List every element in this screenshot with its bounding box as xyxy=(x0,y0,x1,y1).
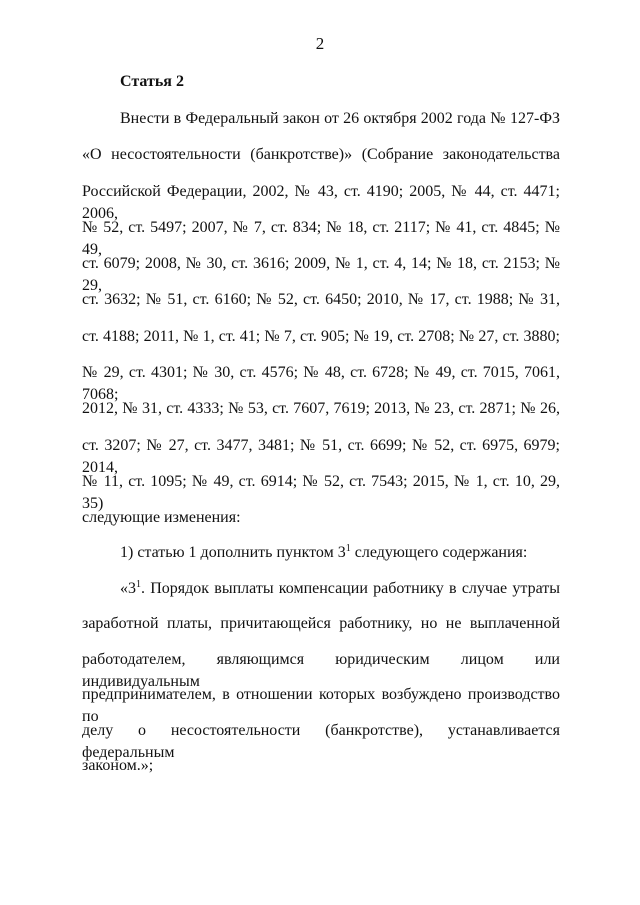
text-line: № 11, ст. 1095; № 49, ст. 6914; № 52, ст. 7543; 2015, № 1, ст. 10, 29, 35) xyxy=(82,472,560,512)
article-heading: Статья 2 xyxy=(120,73,184,90)
quote-prefix: «3 xyxy=(120,579,136,597)
item-1-line xyxy=(82,542,560,578)
text-line: Российской Федерации, 2002, № 43, ст. 4190; 2005, № 44, ст. 4471; 2006, xyxy=(82,182,560,222)
page-number: 2 xyxy=(315,34,325,53)
quote-first-line xyxy=(82,578,560,614)
text-line: № 29, ст. 4301; № 30, ст. 4576; № 48, ст. 6728; № 49, ст. 7015, 7061, 7068; xyxy=(82,364,560,404)
quote-line: работодателем, являющимся юридическим лицом или индивидуальным xyxy=(82,650,560,690)
text-line: 2012, № 31, ст. 4333; № 53, ст. 7607, 7619; 2013, № 23, ст. 2871; № 26, xyxy=(82,400,560,418)
text-line: следующие изменения: xyxy=(82,509,241,527)
quote-line: заработной платы, причитающейся работнику, но не выплаченной xyxy=(82,615,560,632)
quote-line: законом.»; xyxy=(82,757,154,774)
quote-line: предпринимателем, в отношении которых возбуждено производство по xyxy=(82,686,560,725)
quote-line: делу о несостоятельности (банкротстве), устанавливается федеральным xyxy=(82,721,560,761)
item-1-text: 1) статью 1 дополнить пунктом 3 xyxy=(120,544,346,561)
text-line: № 52, ст. 5497; 2007, № 7, ст. 834; № 18, ст. 2117; № 41, ст. 4845; № 49, xyxy=(82,218,560,258)
text-line: Внести в Федеральный закон от 26 октября 2002 года № 127-ФЗ xyxy=(120,110,560,127)
text-line: «О несостоятельности (банкротстве)» (Собрание законодательства xyxy=(82,146,560,164)
amendment-items xyxy=(82,542,560,791)
text-line: ст. 6079; 2008, № 30, ст. 3616; 2009, № 1, ст. 4, 14; № 18, ст. 2153; № 29, xyxy=(82,255,560,295)
article-intro-paragraph xyxy=(82,108,560,544)
text-line: ст. 3207; № 27, ст. 3477, 3481; № 51, ст. 6699; № 52, ст. 6975, 6979; 2014, xyxy=(82,436,560,476)
text-line: ст. 3632; № 51, ст. 6160; № 52, ст. 6450; 2010, № 17, ст. 1988; № 31, xyxy=(82,291,560,309)
item-1-text-end: следующего содержания: xyxy=(350,544,528,561)
quote-superscript: 1 xyxy=(136,578,141,590)
quote-first-rest: . Порядок выплаты компенсации работнику в случае утраты xyxy=(141,579,560,597)
text-line: ст. 4188; 2011, № 1, ст. 41; № 7, ст. 905; № 19, ст. 2708; № 27, ст. 3880; xyxy=(82,327,560,345)
item-1-superscript: 1 xyxy=(345,543,351,554)
